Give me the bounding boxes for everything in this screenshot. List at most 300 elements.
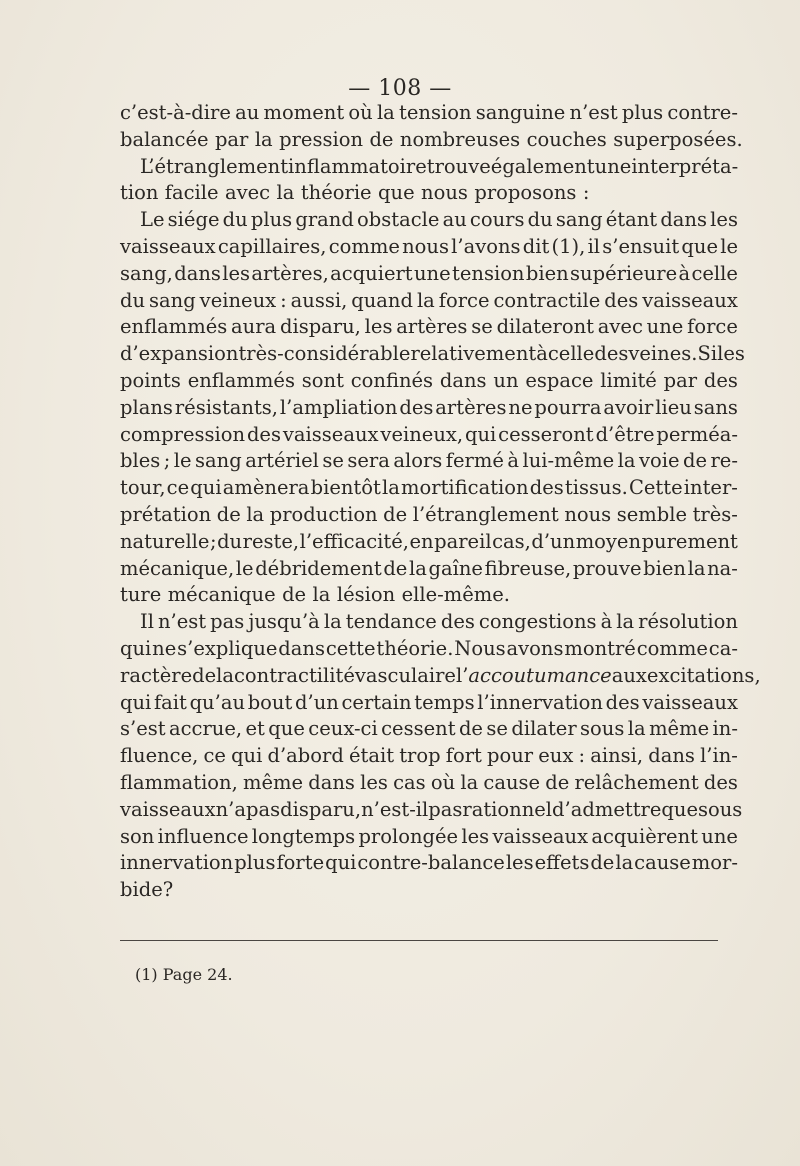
- word: quand: [351, 288, 413, 312]
- word: na-: [707, 556, 738, 580]
- word: nous: [402, 234, 449, 258]
- word: la: [381, 476, 400, 500]
- word: bientôt: [310, 476, 381, 500]
- word: était: [348, 744, 395, 768]
- word: qu’au: [189, 690, 246, 714]
- word: que: [661, 797, 698, 821]
- word: confinés: [350, 368, 434, 392]
- text-line: [120, 234, 738, 261]
- word: :: [280, 288, 287, 312]
- word: l’innervation: [477, 690, 603, 714]
- word: compression: [120, 422, 246, 446]
- word: la: [627, 717, 646, 741]
- word: la: [617, 449, 636, 473]
- word: par: [663, 368, 698, 392]
- word: il: [587, 234, 601, 258]
- word: du: [217, 529, 243, 553]
- word: relâchement: [574, 770, 699, 794]
- word: des: [605, 690, 640, 714]
- word: purement: [641, 529, 738, 553]
- word: l’ampliation: [279, 395, 398, 419]
- word: qui: [120, 690, 152, 714]
- word: semble: [616, 502, 688, 526]
- word: avons: [506, 636, 564, 660]
- word: débridement: [255, 556, 382, 580]
- word: nous: [564, 502, 612, 526]
- word: n’a: [215, 797, 247, 821]
- word: dans: [174, 261, 221, 285]
- word: sanguine: [475, 101, 566, 124]
- word: s’explique: [177, 636, 278, 660]
- word: au: [235, 101, 260, 124]
- word: trouve: [426, 154, 491, 178]
- word: facile: [164, 181, 219, 205]
- word: artères: [435, 395, 507, 419]
- word: très-considérable: [238, 342, 411, 366]
- word: cours: [469, 208, 525, 232]
- word: vaisseaux: [642, 288, 738, 312]
- word: se: [322, 449, 344, 473]
- word: contre-balance: [357, 851, 505, 875]
- word: aura: [231, 315, 277, 339]
- word: à: [507, 449, 519, 473]
- word: l’étranglement: [412, 502, 559, 526]
- word: cesseront: [498, 422, 594, 446]
- word: de: [545, 770, 570, 794]
- word: un: [493, 368, 519, 392]
- word: innervation: [120, 851, 234, 875]
- word: le: [235, 556, 254, 580]
- word: l’efficacité,: [299, 529, 409, 553]
- word: cessent: [381, 717, 456, 741]
- word: les: [710, 208, 738, 232]
- word: moment: [263, 101, 345, 124]
- text-line: [120, 180, 738, 207]
- word: l’in-: [700, 744, 738, 768]
- word: production: [269, 502, 378, 526]
- word: interpréta-: [631, 154, 739, 178]
- word: ractère: [120, 663, 193, 687]
- word: vaisseaux: [282, 422, 379, 446]
- word: prouve: [572, 556, 642, 580]
- word: une: [646, 315, 684, 339]
- word: espace: [525, 368, 594, 392]
- word: bout: [247, 690, 293, 714]
- word: pourra: [534, 395, 602, 419]
- word: acquiert: [330, 261, 413, 285]
- word: contractilité: [234, 663, 355, 687]
- word: plus: [621, 101, 664, 124]
- word: une: [414, 261, 451, 285]
- text-line: [120, 529, 738, 556]
- word: re-: [710, 449, 738, 473]
- word: de: [458, 717, 483, 741]
- word: la: [416, 288, 435, 312]
- word: disparu,: [279, 315, 361, 339]
- word: ne: [152, 636, 177, 660]
- word: dans: [660, 208, 707, 232]
- word: vaisseaux: [642, 690, 738, 714]
- word: des: [604, 288, 639, 312]
- word: des: [594, 342, 629, 366]
- word: voie: [638, 449, 680, 473]
- word: vaisseaux: [120, 797, 216, 821]
- word: théorie: [300, 181, 372, 205]
- word: qui: [190, 476, 222, 500]
- text-line: [120, 127, 743, 154]
- word: la: [216, 663, 235, 687]
- word: même: [649, 717, 710, 741]
- word: que: [378, 181, 415, 205]
- word: alors: [393, 449, 443, 473]
- text-line: [120, 850, 738, 877]
- word: se: [471, 315, 493, 339]
- word: (1),: [551, 234, 586, 258]
- word: enflammés: [187, 368, 295, 392]
- word: très-: [692, 502, 738, 526]
- word: la: [276, 181, 295, 205]
- word: résistants,: [174, 395, 279, 419]
- word: veineux: [199, 288, 277, 312]
- word: tension: [452, 261, 525, 285]
- word: cas: [393, 770, 426, 794]
- word: qui: [325, 851, 357, 875]
- word: naturelle: [120, 529, 210, 553]
- word: fort: [445, 744, 482, 768]
- word: siége: [167, 208, 220, 232]
- word: vaisseaux: [120, 234, 216, 258]
- text-line: [120, 556, 738, 583]
- word: fait: [153, 690, 187, 714]
- word: par: [214, 127, 249, 151]
- word: certain: [341, 690, 412, 714]
- word: sans: [693, 395, 738, 419]
- word: congestions: [478, 610, 597, 634]
- word: ce: [166, 476, 190, 500]
- word: de: [383, 502, 408, 526]
- word: des: [703, 368, 738, 392]
- word: qui: [464, 422, 497, 446]
- word: n’est-il: [361, 797, 429, 821]
- word: relativement: [410, 342, 537, 366]
- text-line: [120, 368, 738, 395]
- word: des: [246, 422, 281, 446]
- word: du: [527, 208, 553, 232]
- word: jusqu’à: [248, 610, 320, 634]
- word: Cette: [628, 476, 683, 500]
- word: de: [282, 583, 307, 607]
- word: théorie.: [376, 636, 454, 660]
- word: comme: [636, 636, 708, 660]
- word: Le: [140, 208, 165, 232]
- word: de: [682, 449, 707, 473]
- word: dilater: [511, 717, 577, 741]
- word: tour,: [120, 476, 166, 500]
- word: pas: [428, 797, 463, 821]
- text-line: [120, 716, 738, 743]
- word: une: [594, 154, 632, 178]
- word: lésion: [336, 583, 396, 607]
- word: nous: [421, 181, 468, 205]
- word: les: [717, 342, 745, 366]
- word: enflammés: [120, 315, 228, 339]
- word: pour: [487, 744, 534, 768]
- word: les: [360, 770, 388, 794]
- text-line: [120, 690, 738, 717]
- word: qui: [231, 744, 263, 768]
- word: cause: [483, 770, 541, 794]
- text-line: [120, 877, 738, 904]
- word: Nous: [454, 636, 506, 660]
- word: superposées.: [613, 127, 743, 151]
- word: L’étranglement: [140, 154, 289, 178]
- word: à: [600, 610, 613, 634]
- word: s’est: [120, 717, 166, 741]
- word: Il: [140, 610, 154, 634]
- word: fermé: [445, 449, 504, 473]
- word: de: [216, 502, 241, 526]
- word: forte: [276, 851, 325, 875]
- word: pareil: [434, 529, 492, 553]
- word: qui: [120, 636, 152, 660]
- word: du: [222, 208, 248, 232]
- word: elle-même.: [401, 583, 510, 607]
- text-line: [120, 207, 738, 234]
- word: des: [399, 395, 434, 419]
- word: montré: [564, 636, 636, 660]
- word: acquièrent: [591, 824, 698, 848]
- word: c’est-à-dire: [120, 101, 231, 124]
- word: sont: [301, 368, 344, 392]
- word: balancée: [120, 127, 209, 151]
- word: dilateront: [496, 315, 594, 339]
- word: veines.: [628, 342, 698, 366]
- text-line: [120, 609, 738, 636]
- word: celle: [547, 342, 595, 366]
- word: lui-même: [522, 449, 615, 473]
- word: à: [678, 261, 691, 285]
- word: des: [703, 770, 738, 794]
- word: résolution: [638, 610, 738, 634]
- word: la: [376, 101, 395, 124]
- word: les: [461, 824, 490, 848]
- word: vaisseaux: [492, 824, 589, 848]
- word: une: [701, 824, 738, 848]
- word: sous: [580, 717, 625, 741]
- word: d’expansion: [120, 342, 239, 366]
- word: le: [720, 234, 738, 258]
- word: son: [120, 824, 155, 848]
- word: avec: [597, 315, 643, 339]
- word: couches: [526, 127, 607, 151]
- word: du: [120, 288, 146, 312]
- word: pression: [279, 127, 364, 151]
- word: effets: [534, 851, 590, 875]
- word: ;: [163, 449, 171, 473]
- word: dit: [522, 234, 550, 258]
- text-line: [120, 502, 738, 529]
- word: :: [582, 181, 590, 205]
- word: d’abord: [267, 744, 344, 768]
- word: aussi,: [290, 288, 348, 312]
- text-line: [120, 582, 738, 609]
- word: des: [529, 476, 564, 500]
- word: de: [383, 556, 408, 580]
- word: points: [120, 368, 181, 392]
- word: au: [442, 208, 467, 232]
- word: la: [312, 583, 331, 607]
- word: étant: [605, 208, 658, 232]
- word: les: [505, 851, 534, 875]
- word: contre-: [667, 101, 738, 124]
- word: bien: [525, 261, 569, 285]
- word: moyen: [575, 529, 642, 553]
- word: d’être: [595, 422, 655, 446]
- word: artériel: [245, 449, 319, 473]
- word: les: [364, 315, 393, 339]
- body-text: [120, 100, 761, 904]
- word: où: [430, 770, 456, 794]
- word: n’est: [569, 101, 618, 124]
- word: ainsi,: [590, 744, 644, 768]
- word: fluence,: [120, 744, 199, 768]
- word: plus: [250, 208, 293, 232]
- word: d’un: [531, 529, 576, 553]
- word: que: [268, 717, 305, 741]
- word: dans: [648, 744, 695, 768]
- word: pas: [210, 610, 245, 634]
- word: celle: [691, 261, 738, 285]
- word: cas,: [492, 529, 531, 553]
- word: tion: [120, 181, 159, 205]
- text-line: [120, 824, 738, 851]
- word: rationnel: [462, 797, 553, 821]
- word: tension: [399, 101, 472, 124]
- word: et: [245, 717, 265, 741]
- word: dans: [308, 770, 355, 794]
- word: grand: [295, 208, 354, 232]
- word: force: [438, 288, 490, 312]
- word: de: [369, 127, 394, 151]
- word: avec: [225, 181, 271, 205]
- word: la: [323, 610, 342, 634]
- word: veineux,: [380, 422, 464, 446]
- word: la: [615, 851, 634, 875]
- text-line: [120, 422, 738, 449]
- text-line: [120, 341, 745, 368]
- word: en: [409, 529, 434, 553]
- word: sous: [698, 797, 743, 821]
- word: obstacle: [357, 208, 440, 232]
- word: mortification: [401, 476, 529, 500]
- word: gaîne: [428, 556, 483, 580]
- text-line: [120, 743, 738, 770]
- word: inflammatoire: [288, 154, 427, 178]
- word: sang,: [120, 261, 173, 285]
- word: dans: [439, 368, 487, 392]
- word: supérieure: [570, 261, 678, 285]
- word: ne: [508, 395, 533, 419]
- word: même: [243, 770, 304, 794]
- word: tissus.: [564, 476, 628, 500]
- word: l’accoutumance: [455, 663, 612, 687]
- text-line: [120, 663, 761, 690]
- word: disparu,: [280, 797, 362, 821]
- word: mécanique,: [120, 556, 235, 580]
- word: limité: [600, 368, 657, 392]
- footnote: (1) Page 24.: [135, 965, 233, 984]
- word: ce: [203, 744, 226, 768]
- word: tendance: [345, 610, 437, 634]
- word: ;: [209, 529, 217, 553]
- word: cause: [634, 851, 691, 875]
- word: des: [440, 610, 475, 634]
- word: excitations,: [646, 663, 761, 687]
- word: inter-: [683, 476, 738, 500]
- word: flammation,: [120, 770, 238, 794]
- word: prétation: [120, 502, 212, 526]
- word: la: [408, 556, 427, 580]
- word: la: [246, 502, 265, 526]
- word: plus: [234, 851, 276, 875]
- text-line: [120, 475, 738, 502]
- word: se: [486, 717, 508, 741]
- word: sera: [347, 449, 390, 473]
- word: in-: [712, 717, 738, 741]
- text-line: [120, 770, 738, 797]
- word: aux: [611, 663, 647, 687]
- word: bles: [120, 449, 161, 473]
- word: le: [173, 449, 192, 473]
- word: mécanique: [167, 583, 276, 607]
- text-line: [120, 154, 738, 181]
- text-line: [120, 448, 738, 475]
- word: vasculaire: [354, 663, 456, 687]
- word: les: [222, 261, 251, 285]
- word: cette: [325, 636, 376, 660]
- word: mor-: [691, 851, 738, 875]
- word: Si: [697, 342, 718, 366]
- text-line: [120, 314, 738, 341]
- word: de: [590, 851, 615, 875]
- word: ture: [120, 583, 162, 607]
- word: :: [578, 744, 586, 768]
- word: accrue,: [169, 717, 243, 741]
- text-line: [120, 636, 738, 663]
- word: également: [490, 154, 595, 178]
- word: l’avons: [451, 234, 521, 258]
- page-number: — 108 —: [348, 76, 452, 101]
- word: artères,: [251, 261, 329, 285]
- word: s’ensuit: [602, 234, 680, 258]
- word: contractile: [493, 288, 601, 312]
- text-line: [120, 100, 738, 127]
- word: reste,: [242, 529, 300, 553]
- word: dans: [278, 636, 325, 660]
- word: perméa-: [656, 422, 738, 446]
- text-line: [120, 395, 738, 422]
- word: la: [460, 770, 479, 794]
- word: n’est: [157, 610, 207, 634]
- word: proposons: [474, 181, 577, 205]
- word: ceux-ci: [308, 717, 378, 741]
- word: la: [254, 127, 273, 151]
- word: plans: [120, 395, 173, 419]
- word: fibreuse,: [484, 556, 572, 580]
- word: la: [687, 556, 706, 580]
- word: ca-: [708, 636, 738, 660]
- word: nombreuses: [399, 127, 521, 151]
